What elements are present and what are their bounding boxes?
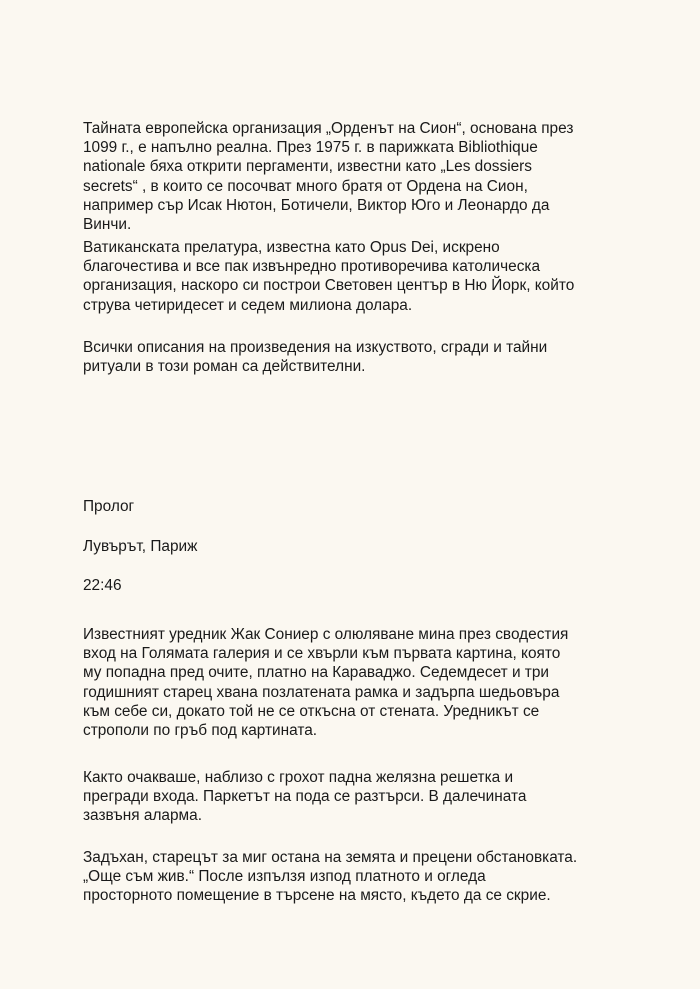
intro-paragraph-opus-dei: Ватиканската прелатура, известна като Opus Dei, искрено благочестива и все пак извънредно противоречива католическа организация, наскоро си построи Световен център в Ню Йорк, който струва четиридесет и седем милиона долара.: [83, 239, 575, 314]
prologue-paragraph-alarm: Както очакваше, наблизо с грохот падна желязна решетка и прегради входа. Паркетът на пода се разтърси. В далечината зазвъня аларма.: [83, 769, 527, 825]
prologue-paragraph-hiding: Задъхан, старецът за миг остана на земята и прецени обстановката. „Още съм жив.“ После изпълзя изпод платното и огледа просторното помещение в търсене на място, където да се скрие.: [83, 849, 578, 905]
prologue-heading: Пролог: [83, 498, 135, 515]
prologue-place: Лувърът, Париж: [83, 538, 198, 555]
prologue-time: 22:46: [83, 577, 122, 594]
intro-paragraph-priory-of-sion: Тайната европейска организация „Орденът на Сион“, основана през 1099 г., е напълно реална. През 1975 г. в парижката Bibliothique nationale бяха открити пергаменти, известни като „Les dossiers secrets“ , в които се посочват много братя от Ордена на Сион, например сър Исак Нютон, Ботичели, Виктор Юго и Леонардо да Винчи.: [83, 120, 574, 234]
prologue-paragraph-curator: Известният уредник Жак Сониер с олюляване мина през сводестия вход на Голямата галерия и се хвърли към първата картина, която му попадна пред очите, платно на Караваджо. Седемдесет и три годишният старец хвана позлатената рамка и задърпа шедьовъра към себе си, докато той не се откъсна от стената. Уредникът се строполи по гръб под картината.: [83, 626, 569, 740]
intro-paragraph-authenticity: Всички описания на произведения на изкуството, сгради и тайни ритуали в този роман са действителни.: [83, 339, 548, 376]
